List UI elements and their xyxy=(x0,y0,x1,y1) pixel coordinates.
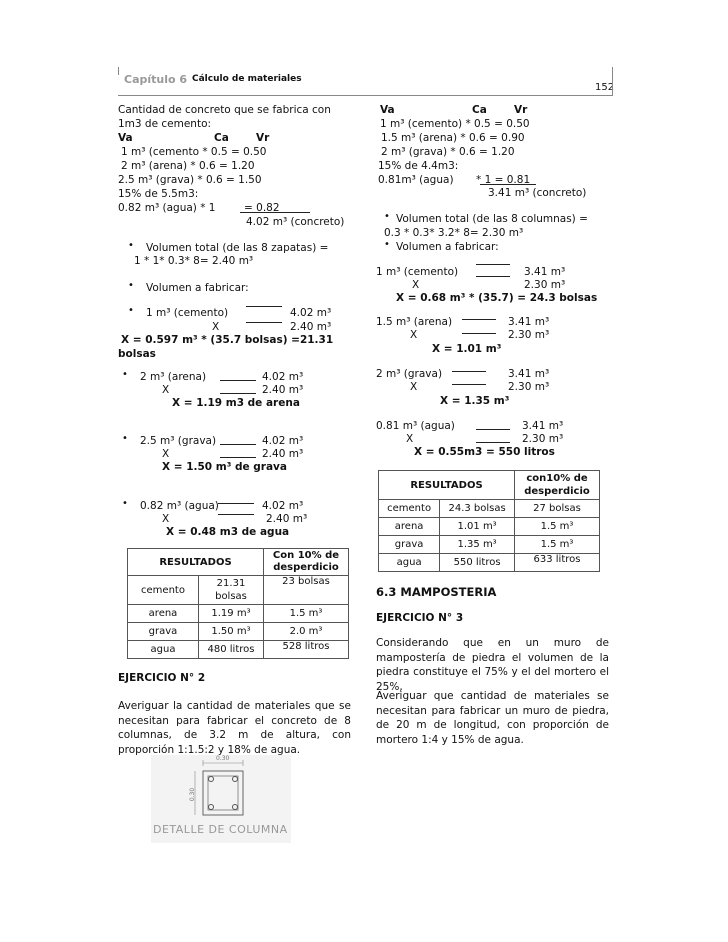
bullet-icon: • xyxy=(128,280,134,291)
right-row-4: 15% de 4.4m3: xyxy=(378,160,459,172)
table-row xyxy=(379,518,600,536)
left-hdr-vr: Vr xyxy=(256,132,270,144)
table-cell: 1.5 m³ xyxy=(264,605,349,623)
left-gra-result: X = 1.50 m³ de grava xyxy=(162,461,287,473)
table-row xyxy=(379,554,600,572)
left-agu-result: X = 0.48 m3 de agua xyxy=(166,526,290,538)
table-cell: 528 litros xyxy=(264,641,349,659)
right-row-2: 1.5 m³ (arena) * 0.6 = 0.90 xyxy=(381,132,525,144)
right-gra-result: X = 1.35 m³ xyxy=(440,395,510,407)
left-cem-line-1 xyxy=(246,306,282,307)
table-row xyxy=(128,576,349,605)
header-rule-left xyxy=(118,67,119,75)
exercise-2-text: Averiguar la cantidad de materiales que se necesitan para fabricar el concreto de 8 columnas, de 3.2 m de altura, con proporción 1:1.5:2 y 18% de agua. xyxy=(118,700,351,756)
left-agu-line-2 xyxy=(218,514,254,515)
left-gra-1a: 2.5 m³ (grava) xyxy=(140,435,217,447)
left-row-3: 2.5 m³ (grava) * 0.6 = 1.50 xyxy=(118,174,262,186)
table-cell: 1.01 m³ xyxy=(440,518,515,536)
left-row-1: 1 m³ (cemento * 0.5 = 0.50 xyxy=(121,146,267,158)
table-header: RESULTADOS xyxy=(128,549,264,576)
right-agu-1b: 3.41 m³ xyxy=(522,420,564,432)
right-gra-2a: X xyxy=(410,381,418,393)
right-hdr-vr: Vr xyxy=(514,104,528,116)
table-cell: 2.0 m³ xyxy=(264,623,349,641)
left-row-5a: 0.82 m³ (agua) * 1 xyxy=(118,202,216,214)
right-sum-line xyxy=(480,184,536,185)
left-intro-1: Cantidad de concreto que se fabrica con xyxy=(118,104,331,116)
table-row xyxy=(128,641,349,659)
table-cell: 27 bolsas xyxy=(515,500,600,518)
table-cell: 23 bolsas xyxy=(264,576,349,605)
left-hdr-va: Va xyxy=(118,132,133,144)
right-hdr-va: Va xyxy=(380,104,395,116)
right-cem-result: X = 0.68 m³ * (35.7) = 24.3 bolsas xyxy=(396,292,598,304)
table-row xyxy=(128,605,349,623)
right-cem-line-2 xyxy=(476,276,510,277)
table-cell: grava xyxy=(379,536,440,554)
left-gra-1b: 4.02 m³ xyxy=(262,435,304,447)
right-cem-line-1 xyxy=(476,264,510,265)
left-cem-2b: 2.40 m³ xyxy=(290,321,332,333)
right-are-1a: 1.5 m³ (arena) xyxy=(376,316,453,328)
right-agu-result: X = 0.55m3 = 550 litros xyxy=(414,446,555,458)
right-are-2a: X xyxy=(410,329,418,341)
bullet-icon: • xyxy=(128,240,134,251)
bullet-icon: • xyxy=(122,369,128,380)
right-cem-2b: 2.30 m³ xyxy=(524,279,566,291)
table-header: Con 10% de desperdicio xyxy=(264,549,349,576)
right-results-table xyxy=(378,470,600,572)
left-cem-line-2 xyxy=(246,322,282,323)
header-rule xyxy=(118,95,613,96)
table-cell: 1.19 m³ xyxy=(199,605,264,623)
section-heading: 6.3 MAMPOSTERIA xyxy=(376,585,497,599)
exercise-3-heading: EJERCICIO N° 3 xyxy=(376,612,464,624)
left-are-line-2 xyxy=(220,393,256,394)
right-are-1b: 3.41 m³ xyxy=(508,316,550,328)
chapter-label: Capítulo 6 xyxy=(124,73,188,86)
table-cell: agua xyxy=(128,641,199,659)
figure-dim-side: 0.30 xyxy=(189,787,197,802)
table-cell: 21.31 bolsas xyxy=(199,576,264,605)
right-hdr-ca: Ca xyxy=(472,104,487,116)
table-cell: 633 litros xyxy=(515,554,600,572)
table-cell: 1.5 m³ xyxy=(515,536,600,554)
left-row-4: 15% de 5.5m3: xyxy=(118,188,199,200)
left-agu-line-1 xyxy=(218,503,254,504)
left-hdr-ca: Ca xyxy=(214,132,229,144)
right-agu-2b: 2.30 m³ xyxy=(522,433,564,445)
table-header: con10% de desperdicio xyxy=(515,471,600,500)
table-cell: arena xyxy=(128,605,199,623)
right-gra-line-1 xyxy=(452,371,486,372)
left-row-5b: = 0.82 xyxy=(244,202,280,214)
header-rule-right xyxy=(612,67,613,96)
right-cem-1a: 1 m³ (cemento) xyxy=(376,266,459,278)
bullet-icon: • xyxy=(122,498,128,509)
right-row-5b: * 1 = 0.81 xyxy=(476,174,531,186)
left-are-1a: 2 m³ (arena) xyxy=(140,371,207,383)
left-results-table xyxy=(127,548,349,659)
page-number: 152 xyxy=(595,82,615,93)
left-row-2: 2 m³ (arena) * 0.6 = 1.20 xyxy=(121,160,255,172)
left-cem-result: X = 0.597 m³ * (35.7 bolsas) =21.31 xyxy=(121,334,334,346)
table-row xyxy=(379,536,600,554)
right-agu-1a: 0.81 m³ (agua) xyxy=(376,420,455,432)
right-are-line-1 xyxy=(462,319,496,320)
table-cell: 24.3 bolsas xyxy=(440,500,515,518)
table-cell: 1.35 m³ xyxy=(440,536,515,554)
chapter-subtitle: Cálculo de materiales xyxy=(192,74,302,84)
exercise-2-heading: EJERCICIO N° 2 xyxy=(118,672,206,684)
table-cell: cemento xyxy=(379,500,440,518)
bullet-icon: • xyxy=(128,305,134,316)
left-are-line-1 xyxy=(220,380,256,381)
left-cem-1b: 4.02 m³ xyxy=(290,307,332,319)
left-row-6: 4.02 m³ (concreto) xyxy=(246,216,345,228)
left-are-2a: X xyxy=(162,384,170,396)
table-cell: arena xyxy=(379,518,440,536)
right-agu-line-2 xyxy=(476,442,510,443)
table-row xyxy=(379,500,600,518)
exercise-3-text-2: Averiguar que cantidad de materiales se necesitan para fabricar un muro de piedra, de 20 m de longitud, con proporción de mortero 1:4 y 15% de agua. xyxy=(376,690,609,746)
left-volumen-fabricar: Volumen a fabricar: xyxy=(146,282,249,294)
left-are-2b: 2.40 m³ xyxy=(262,384,304,396)
table-cell: 480 litros xyxy=(199,641,264,659)
right-are-result: X = 1.01 m³ xyxy=(432,343,502,355)
right-row-3: 2 m³ (grava) * 0.6 = 1.20 xyxy=(381,146,515,158)
left-agu-2b: 2.40 m³ xyxy=(266,513,308,525)
table-cell: cemento xyxy=(128,576,199,605)
figure-caption: DETALLE DE COLUMNA xyxy=(153,823,288,836)
right-cem-1b: 3.41 m³ xyxy=(524,266,566,278)
table-header: RESULTADOS xyxy=(379,471,515,500)
left-agu-1a: 0.82 m³ (agua) xyxy=(140,500,219,512)
left-are-1b: 4.02 m³ xyxy=(262,371,304,383)
left-agu-1b: 4.02 m³ xyxy=(262,500,304,512)
table-cell: 550 litros xyxy=(440,554,515,572)
table-cell: 1.50 m³ xyxy=(199,623,264,641)
right-are-2b: 2.30 m³ xyxy=(508,329,550,341)
table-cell: 1.5 m³ xyxy=(515,518,600,536)
left-intro-2: 1m3 de cemento: xyxy=(118,118,212,130)
right-gra-1b: 3.41 m³ xyxy=(508,368,550,380)
right-row-6: 3.41 m³ (concreto) xyxy=(488,187,587,199)
column-detail-figure xyxy=(151,755,291,843)
left-gra-2a: X xyxy=(162,448,170,460)
right-volumen-total-calc: 0.3 * 0.3* 3.2* 8= 2.30 m³ xyxy=(384,227,524,239)
bullet-icon: • xyxy=(122,433,128,444)
right-gra-line-2 xyxy=(452,384,486,385)
figure-dim-top: 0.30 xyxy=(216,755,230,762)
left-gra-line-2 xyxy=(220,457,256,458)
table-cell: agua xyxy=(379,554,440,572)
left-cem-1a: 1 m³ (cemento) xyxy=(146,307,229,319)
right-agu-line-1 xyxy=(476,429,510,430)
right-are-line-2 xyxy=(462,333,496,334)
left-volumen-total-calc: 1 * 1* 0.3* 8= 2.40 m³ xyxy=(134,255,254,267)
left-gra-line-1 xyxy=(220,444,256,445)
left-agu-2a: X xyxy=(162,513,170,525)
bullet-icon: • xyxy=(384,239,390,250)
right-cem-2a: X xyxy=(412,279,420,291)
right-volumen-fabricar: Volumen a fabricar: xyxy=(396,241,499,253)
right-row-5a: 0.81m³ (agua) xyxy=(378,174,454,186)
right-row-1: 1 m³ (cemento) * 0.5 = 0.50 xyxy=(380,118,530,130)
left-cem-2a: X xyxy=(212,321,220,333)
right-gra-1a: 2 m³ (grava) xyxy=(376,368,443,380)
table-cell: grava xyxy=(128,623,199,641)
left-sum-line xyxy=(240,212,310,213)
left-volumen-total: Volumen total (de las 8 zapatas) = xyxy=(146,242,329,254)
bullet-icon: • xyxy=(384,211,390,222)
right-gra-2b: 2.30 m³ xyxy=(508,381,550,393)
right-agu-2a: X xyxy=(406,433,414,445)
right-volumen-total: Volumen total (de las 8 columnas) = xyxy=(396,213,588,225)
table-row xyxy=(128,623,349,641)
left-cem-result-2: bolsas xyxy=(118,348,156,360)
left-gra-2b: 2.40 m³ xyxy=(262,448,304,460)
left-are-result: X = 1.19 m3 de arena xyxy=(172,397,300,409)
exercise-3-text-1: Considerando que en un muro de mampostería de piedra el volumen de la piedra constituye el 75% y el del mortero el 25%, xyxy=(376,637,609,693)
